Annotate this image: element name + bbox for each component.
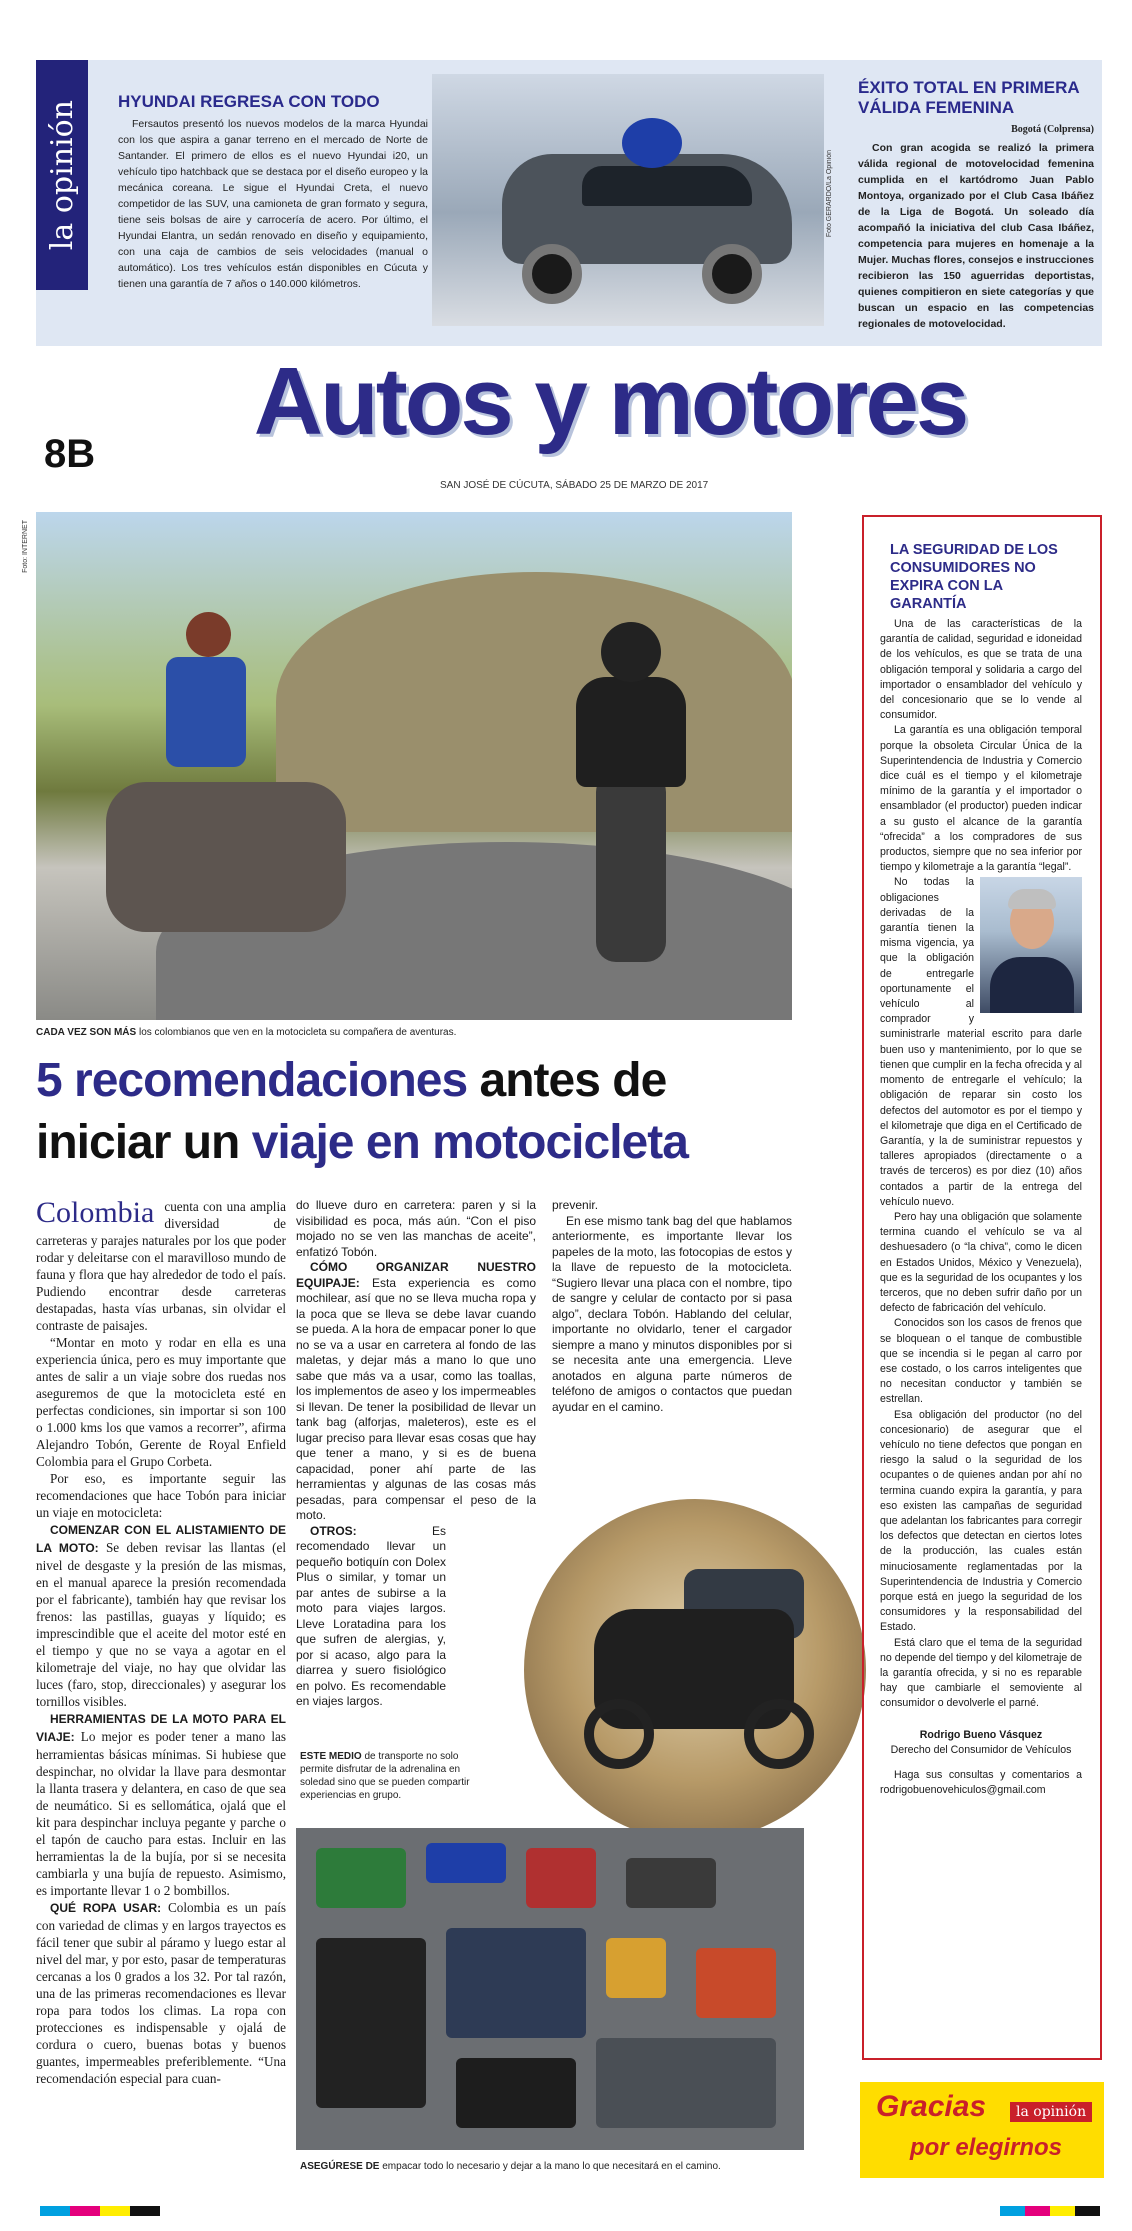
walker-shirt xyxy=(166,657,246,767)
subhead-alistamiento: COMENZAR CON EL ALISTAMIENTO DE LA MOTO: xyxy=(36,1523,286,1555)
gear-caption-lead: ASEGÚRESE DE xyxy=(300,2161,380,2172)
hero-photo xyxy=(36,512,792,1020)
rider-helmet xyxy=(601,622,661,682)
consumer-column-title: LA SEGURIDAD DE LOS CONSUMIDORES NO EXPIRA CON LA GARANTÍA xyxy=(890,542,1058,612)
gear-item-gloves xyxy=(456,2058,576,2128)
col3-paragraph-0: prevenir. xyxy=(552,1198,599,1212)
car-wheel-rear xyxy=(702,244,762,304)
subhead-herramientas: HERRAMIENTAS DE LA MOTO PARA EL VIAJE: xyxy=(36,1712,286,1744)
page-number: 8B xyxy=(44,432,96,476)
car-ribbon-bow xyxy=(622,118,682,168)
subhead-otros: OTROS: xyxy=(310,1523,357,1538)
print-color-bar-yellow xyxy=(100,2206,130,2216)
col1-p4-text: Se deben revisar las llantas (el nivel de desgaste y la presión de las mismas, en el manual aparece la presión recomendada por el fabricante), también hay que revisar los frenos: las pastillas, guayas y líquido; es imprescindible que el aceite del motor esté en el tiempo y que no se vaya a agotar en el kilometraje del viaje, no hay que olvidar las luces (faro, stop, direccionales) y asegurar los tornillos visibles. xyxy=(36,1540,286,1709)
donkey-shape xyxy=(106,782,346,932)
headline-part-3: iniciar un xyxy=(36,1116,252,1169)
author-name: Rodrigo Bueno Vásquez xyxy=(919,1728,1043,1741)
car-photo-credit: Foto GERARDO/La Opinión xyxy=(826,150,833,238)
print-color-bar-cyan-right xyxy=(1000,2206,1025,2216)
walker-head xyxy=(186,612,231,657)
print-color-bar-cyan xyxy=(40,2206,70,2216)
loaded-motorcycle-photo xyxy=(520,1495,870,1845)
print-color-bar-black xyxy=(130,2206,160,2216)
col2-p2-text: Esta experiencia es como mochilear, así que no se lleva mucha ropa y la poca que se lleva se debe lavar cuando se pueda. A la hora de empacar poner lo que no se va a usar en carretera al fondo de las maletas, y dejar más a mano lo que uno sabe que más va a usar, como las toallas, los implementos de aseo y los impermeables si llevan. De tener la posibilidad de llevar un tank bag (alforjas, maleteros), este es el lugar preciso para llevar esas cosas que hay que tener a mano, y si es de buena capacidad, poner ahí parte de las herramientas y algunas de las cosas más pesadas, para compensar el peso de la moto. xyxy=(296,1275,536,1522)
headline-part-2: antes de xyxy=(467,1054,667,1107)
gracias-promo xyxy=(860,2082,1104,2178)
consumer-paragraph-4: Pero hay una obligación que solamente termina cuando el vehículo se va al deshuesadero (o “la chiva”, como le dicen en Estados Unidos, México y Venezuela), que es la seguridad de los ocupantes y los terceros, que no deben sufrir daño por un defecto de fabricación del vehículo. xyxy=(880,1210,1082,1315)
hero-caption xyxy=(36,1026,792,1039)
article-headline xyxy=(36,1050,816,1174)
section-title: Autos y motores xyxy=(253,348,967,455)
col1-paragraph-1 xyxy=(36,1198,286,1334)
author-portrait xyxy=(980,877,1082,1013)
gear-item-dark-bag xyxy=(626,1858,716,1908)
col1-paragraph-6 xyxy=(36,1899,286,2087)
subhead-ropa: QUÉ ROPA USAR: xyxy=(50,1901,162,1915)
col2-paragraph-3 xyxy=(296,1524,446,1710)
gear-caption xyxy=(300,2160,820,2173)
hero-mountain xyxy=(276,572,792,832)
consumer-column-text xyxy=(880,617,1082,1712)
brief-hyundai-title: HYUNDAI REGRESA CON TODO xyxy=(118,92,380,111)
gear-item-tools xyxy=(596,2038,776,2128)
print-color-bar-black-right xyxy=(1075,2206,1100,2216)
print-color-bar-magenta-right xyxy=(1025,2206,1050,2216)
col3-paragraph-1: En ese mismo tank bag del que hablamos anteriormente, es importante llevar los papeles de la moto, las fotocopias de estos y la llave de repuesto de la motocicleta. “Sugiero llevar una placa con el nombre, tipo de sangre y celular de contacto por si pasa algo”, declara Tobón. Hablando del celular, importante no olvidarlo, tener el cargador siempre a mano y minutos disponibles por si se necesita ante una emergencia. Lleve anotados en alguna parte números de teléfono de amigos o contactos que puedan ayudar en el camino. xyxy=(552,1213,792,1414)
col1-paragraph-4 xyxy=(36,1521,286,1710)
gear-item-shoes xyxy=(316,1848,406,1908)
consumer-paragraph-3: No todas la obligaciones derivadas de la garantía tienen la misma vigencia, ya que la obligación de entregarle oportunamente el vehículo al comprador y suministrarle material escrito para darle buen uso y mantenimiento, por lo que se tienen que cumplir en la fecha ofrecida y al momento de entregarle el vehículo; la obligación de reparar sin costo los defectos del automotor es por el tiempo y el kilometraje que diga en el Certificado de Garantía, y la de suministrar repuestos y talleres apropiados (directamente o a través de terceros) es por diez (10) años contados a partir de la entrega del vehículo nuevo. xyxy=(880,876,1082,1208)
print-color-bar-yellow-right xyxy=(1050,2206,1075,2216)
gear-item-blue-bag xyxy=(426,1843,506,1883)
gear-item-red-case xyxy=(526,1848,596,1908)
motorcycle-shape xyxy=(596,772,666,962)
gear-item-box xyxy=(606,1938,666,1998)
brief-femenina-title: ÉXITO TOTAL EN PRIMERA VÁLIDA FEMENINA xyxy=(858,78,1080,117)
hero-walker-with-donkey xyxy=(146,612,276,942)
brief-hyundai-body: Fersautos presentó los nuevos modelos de la marca Hyundai con los que aspira a ganar terreno en el mercado de Norte de Santander. El primero de ellos es el nuevo Hyundai i20, un vehículo tipo hatchback que se destaca por el diseño europeo y la mecánica coreana. Le sigue el Hyundai Creta, el nuevo competidor de las SUV, una camioneta de gran formato y segura, tiene seis bolsas de aire y carrocería de acero. Por último, el Hyundai Elantra, un sedán renovado en diseño y equipamiento, con una caja de cambios de seis velocidades (manual o automático). Los tres vehículos están disponibles en Cúcuta y tienen una garantía de 7 años o 140.000 kilómetros. xyxy=(118,118,428,290)
gear-item-jacket xyxy=(316,1938,426,2108)
portrait-hair xyxy=(1008,889,1056,909)
moto-caption-text: de transporte no solo permite disfrutar de la adrenalina en soledad sino que se pueden compartir experiencias en grupo. xyxy=(300,1751,470,1801)
col1-paragraph-2: “Montar en moto y rodar en ella es una experiencia única, pero es muy importante que antes de salir a un viaje sobre dos ruedas nos aseguremos de que la motocicleta esté en perfectas condiciones, sin importar si son 100 o 1.000 kms los que vamos a recorrer”, afirma Alejandro Tobón, Gerente de Royal Enfield Colombia para el Grupo Corbeta. xyxy=(36,1335,286,1469)
promo-word: Gracias xyxy=(876,2090,987,2123)
brief-hyundai xyxy=(118,92,428,292)
gear-item-camera xyxy=(696,1948,776,2018)
col2-paragraph-1: do llueve duro en carretera: paren y si la visibilidad es poca, más aún. “Con el piso mojado no se ven las manchas de aceite”, enfatizó Tobón. xyxy=(296,1198,536,1259)
hero-photo-credit: Foto: INTERNET xyxy=(22,520,29,573)
col1-p6-text: Colombia es un país con variedad de climas y en largos trayectos es fácil tener que subir al páramo y luego estar al nivel del mar, y por esto, pasar de temperaturas cercanas a los 0 grados a los 32. Por tal razón, una de las primeras recomendaciones es llevar ropa para todos los climas. La ropa con protecciones es indispensable y ojalá de cordura o cuero, buenas botas y buenos guantes, impermeables preferiblemente. “Una recomendación especial para cuan- xyxy=(36,1900,286,2086)
dropcap: Colombia xyxy=(36,1196,155,1229)
moto-caption-lead: ESTE MEDIO xyxy=(300,1751,362,1762)
portrait-suit xyxy=(990,957,1074,1013)
gear-caption-text: empacar todo lo necesario y dejar a la mano lo que necesitará en el camino. xyxy=(379,2161,721,2172)
brief-femenina-dateline: Bogotá (Colprensa) xyxy=(1011,124,1094,135)
promo-subtitle: por elegirnos xyxy=(910,2134,1063,2161)
car-window-shape xyxy=(582,166,752,206)
print-color-bar-magenta xyxy=(70,2206,100,2216)
brief-femenina-body: Con gran acogida se realizó la primera válida regional de motovelocidad femenina cumplida en el kartódromo Juan Pablo Montoya, organizado por el Club Casa Ibáñez de la Liga de Bogotá. Un soleado día acompañó la iniciativa del club Casa Ibáñez, competencia para mujeres en homenaje a la Mujer. Muchas flores, consejos e instrucciones recibieron las 150 aguerridas deportistas, quienes compitieron en siete categorías y que buscan un espacio en las competencias regionales de motovelocidad. xyxy=(858,142,1094,330)
article-column-1 xyxy=(36,1198,286,2087)
article-column-3 xyxy=(552,1198,792,1415)
packed-gear-photo xyxy=(296,1828,804,2150)
consumer-paragraph-5: Conocidos son los casos de frenos que se bloquean o el tanque de combustible que se incendia si le pegan al carro por ese costado, o los carros inteligentes que no necesitan conductor y también se estrellan. xyxy=(880,1317,1082,1406)
hero-caption-text: los colombianos que ven en la motocicleta su compañera de aventuras. xyxy=(136,1027,457,1038)
consumer-paragraph-7: Está claro que el tema de la seguridad no depende del tiempo y del kilometraje de la garantía ofrecida, y si no es reparable hay que cambiarle el semoviente al consumidor o devolverle el parné. xyxy=(880,1636,1083,1710)
la-opinion-logo xyxy=(36,60,88,290)
subhead-equipaje: CÓMO ORGANIZAR NUESTRO EQUIPAJE: xyxy=(296,1260,536,1290)
consumer-paragraph-6: Esa obligación del productor (no del concesionario) de asegurar que el vehículo no tiene defectos que pongan en riesgo la salud o la seguridad de los ocupantes o de quienes andan por ahí no termina cuando expira la garantía, y para eso existen las campañas de seguridad que adelantan los fabricantes para corregir los defectos que detectan en ciertos lotes de la producción, las cuales están minuciosamente reglamentadas por la Superintendencia de Industria y Comercio porque está en juego la seguridad de los consumidores y la responsabilidad del Estado. xyxy=(880,1408,1082,1634)
rider-torso xyxy=(576,677,686,787)
car-photo xyxy=(432,74,824,326)
hero-caption-lead: CADA VEZ SON MÁS xyxy=(36,1027,137,1038)
consumer-column-box xyxy=(862,515,1102,2060)
col1-p5-text: Lo mejor es poder tener a mano las herramientas básicas mínimas. Si hubiese que despinchar, no olvidar la llave para desmontar la llanta trasera y delantera, en caso de que sea de neumático. Si es sellomática, ojalá que el kit para despinchar incluya pegante y parche o el tapón de caucho para estas. Incluir en las herramientas la de la bujía, por si se necesita cambiarla y una bujía de repuesto. Asimismo, es importante llevar 1 o 2 bombillos. xyxy=(36,1729,286,1898)
col1-paragraph-3: Por eso, es importante seguir las recomendaciones que hace Tobón para iniciar un viaje en motocicleta: xyxy=(36,1471,286,1520)
col2-p3-text: Es recomendado llevar un pequeño botiquín con Dolex Plus o similar, y tomar un par antes de subirse a la moto para viajes largos. Lleve Loratadina para los que sufren de alergias, y, por si acaso, algo para la diarrea y suero fisiológico en polvo. Es recomendable en viajes largos. xyxy=(296,1523,446,1708)
article-column-2 xyxy=(296,1198,536,1710)
motorcycle-front-wheel xyxy=(584,1699,654,1769)
col1-p1-text: cuenta con una amplia diversidad de carreteras y parajes naturales por los que poder rodar y deleitarse con el maravilloso mundo de fauna y flora que hay alrededor de todo el país. Pudiendo encontrar desde carreteras destapadas, hasta vías urbanas, sin olvidar el contraste de paisajes. xyxy=(36,1199,286,1333)
issue-dateline: SAN JOSÉ DE CÚCUTA, SÁBADO 25 DE MARZO DE 2017 xyxy=(440,480,709,491)
logo-text: la opinión xyxy=(44,99,80,251)
author-role: Derecho del Consumidor de Vehículos xyxy=(890,1743,1072,1756)
hero-motorcyclist xyxy=(556,622,706,962)
gear-item-pants xyxy=(446,1928,586,2038)
col1-paragraph-5 xyxy=(36,1710,286,1899)
motorcycle-rear-wheel xyxy=(744,1699,814,1769)
headline-part-1: 5 recomendaciones xyxy=(36,1054,468,1107)
col2-paragraph-2 xyxy=(296,1260,536,1524)
car-wheel-front xyxy=(522,244,582,304)
author-signature xyxy=(880,1728,1082,1758)
headline-part-4: viaje en motocicleta xyxy=(251,1116,688,1169)
moto-caption xyxy=(300,1750,470,1802)
consumer-paragraph-1: Una de las características de la garantía de calidad, seguridad e idoneidad de los vehículos, es que se trata de una obligación temporal y solidaria a cargo del importador o ensamblador del vehículo y del concesionario que se lo vende al consumidor. xyxy=(880,618,1082,722)
brief-femenina xyxy=(858,78,1094,332)
author-contact: Haga sus consultas y comentarios a rodrigobuenovehiculos@gmail.com xyxy=(880,1768,1082,1796)
consumer-paragraph-2: La garantía es una obligación temporal porque la obsoleta Circular Única de la Superintendencia de Industria y Comercio dice cuál es el tiempo y el kilometraje mínimo de la garantía y el importador o ensamblador (el productor) pueden indicar a su gusto el alcance de la garantía “ofrecida” a los compradores de sus productos, siempre que no sea inferior por tiempo y kilometraje a la garantía “legal”. xyxy=(880,724,1082,874)
promo-logo: la opinión xyxy=(1010,2102,1092,2122)
